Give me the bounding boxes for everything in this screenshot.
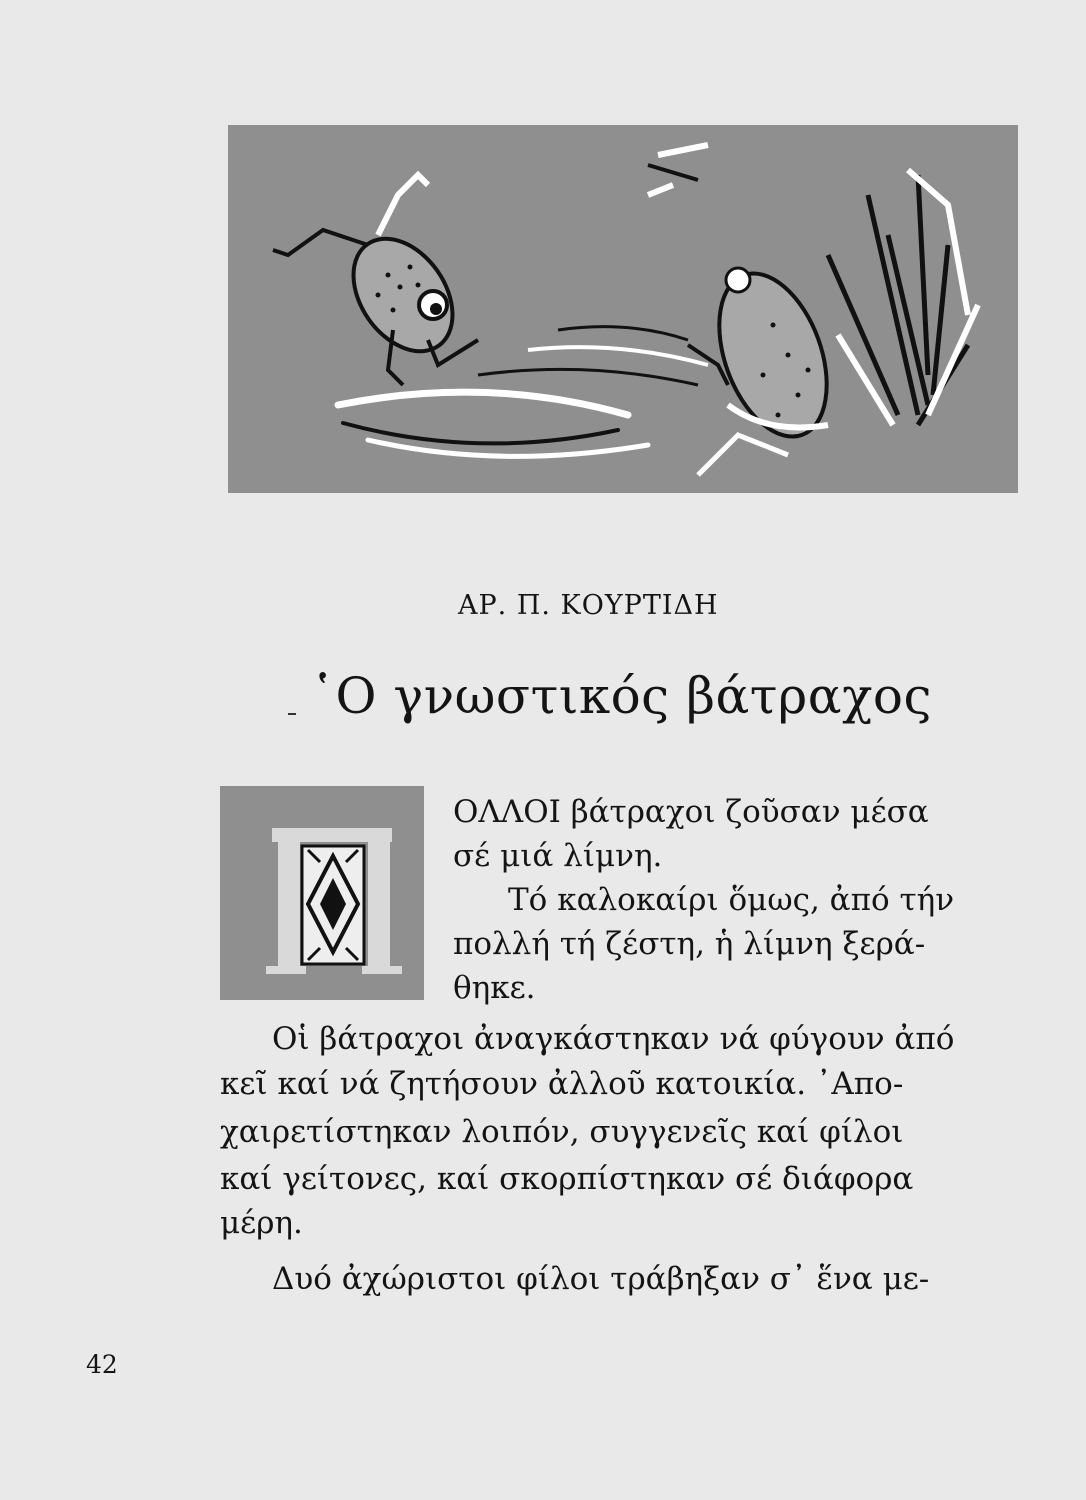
body-line-7: κεῖ καί νά ζητήσουν ἀλλοῦ κατοικία. ᾿Απο- — [220, 1066, 904, 1102]
story-title: ῾Ο γνωστικός βάτραχος — [310, 667, 932, 725]
body-line-10: μέρη. — [220, 1205, 303, 1241]
author-name: ΑΡ. Π. ΚΟΥΡΤΙΔΗ — [458, 590, 719, 621]
body-line-1: ΟΛΛΟΙ βάτραχοι ζοῦσαν μέσα — [453, 794, 929, 830]
body-line-11: Δυό ἀχώριστοι φίλοι τράβηξαν σ᾿ ἕνα με- — [272, 1261, 930, 1297]
frogs-illustration — [228, 125, 1018, 493]
body-line-3: Τό καλοκαίρι ὅμως, ἀπό τήν — [508, 882, 955, 918]
body-line-6: Οἱ βάτραχοι ἀναγκάστηκαν νά φύγουν ἀπό — [272, 1021, 955, 1057]
drop-cap-letter — [220, 786, 424, 1000]
body-line-4: πολλή τή ζέστη, ἡ λίμνη ξερά- — [453, 926, 926, 962]
page-number: 42 — [86, 1350, 118, 1379]
body-line-5: θηκε. — [453, 970, 536, 1006]
body-line-8: χαιρετίστηκαν λοιπόν, συγγενεῖς καί φίλοι — [220, 1114, 904, 1150]
title-dash — [288, 713, 296, 715]
body-line-9: καί γείτονες, καί σκορπίστηκαν σέ διάφορα — [220, 1161, 914, 1197]
body-line-2: σέ μιά λίμνη. — [453, 838, 663, 874]
